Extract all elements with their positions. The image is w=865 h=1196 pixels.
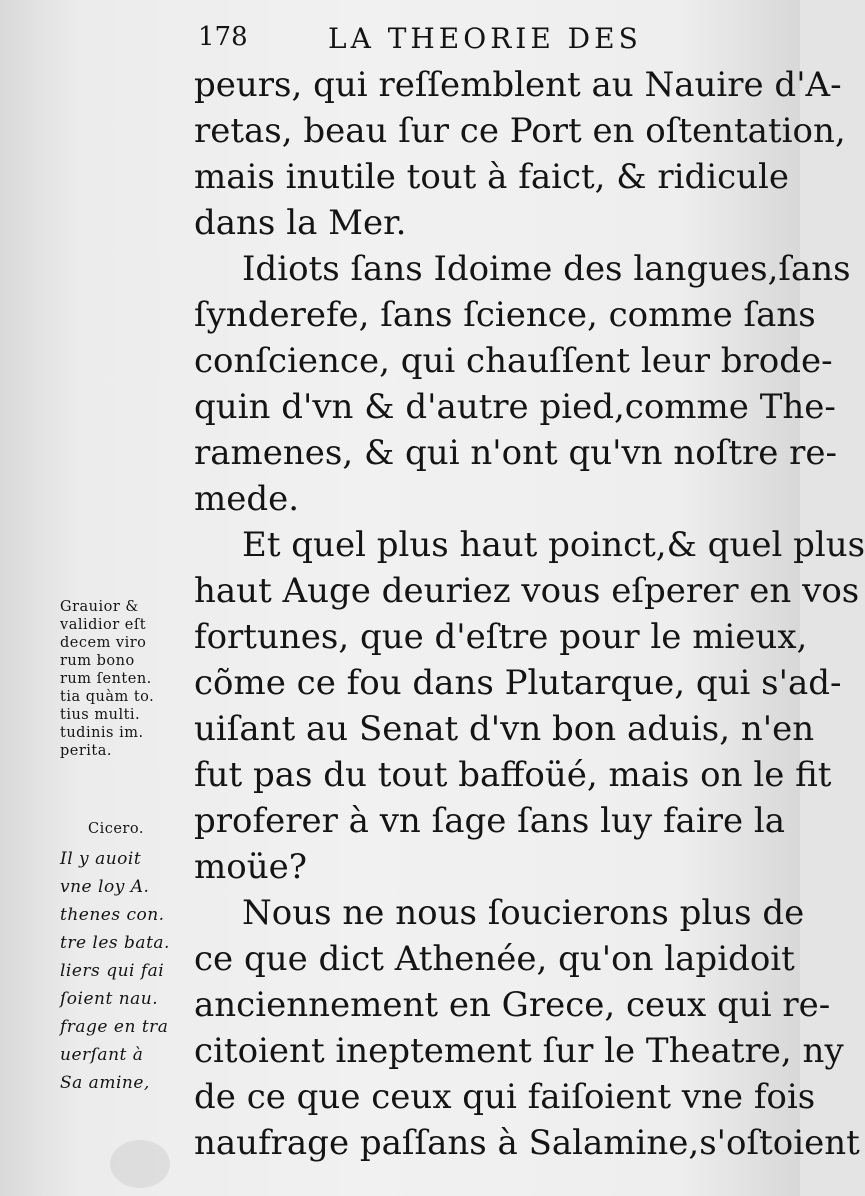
text-line: Idiots ſans Idoime des langues,ſans: [242, 249, 851, 289]
margin-note-french: [60, 845, 188, 1097]
text-line: dans la Mer.: [194, 203, 407, 243]
margin-line: tudinis im.: [60, 725, 144, 741]
text-line: ramenes, & qui n'ont qu'vn noſtre re-: [194, 433, 838, 473]
text-line: fut pas du tout baffoüé, mais on le fit: [194, 755, 832, 795]
text-line: mais inutile tout à faict, & ridicule: [194, 157, 790, 197]
text-line: anciennement en Grece, ceux qui re-: [194, 985, 831, 1025]
margin-line: perita.: [60, 743, 113, 759]
text-line: cõme ce fou dans Plutarque, qui s'ad-: [194, 663, 842, 703]
text-line: citoient ineptement ſur le Theatre, ny: [194, 1031, 844, 1071]
text-line: mede.: [194, 479, 300, 519]
margin-line: tius multi.: [60, 707, 141, 723]
page-header: [198, 20, 642, 64]
page-stain: [110, 1140, 170, 1188]
text-line: fortunes, que d'eſtre pour le mieux,: [194, 617, 808, 657]
margin-line: ſoient nau.: [60, 989, 159, 1009]
text-line: naufrage paſſans à Salamine,s'oſtoient: [194, 1123, 860, 1163]
text-line: Et quel plus haut poinct,& quel plus: [242, 525, 865, 565]
margin-line: frage en tra: [60, 1017, 169, 1037]
margin-line: Sa amine,: [60, 1073, 150, 1093]
text-line: Nous ne nous ſoucierons plus de: [242, 893, 805, 933]
citation-cicero: Cicero.: [88, 821, 144, 837]
margin-line: validior eſt: [60, 617, 147, 633]
text-line: uiſant au Senat d'vn bon aduis, n'en: [194, 709, 815, 749]
text-line: retas, beau ſur ce Port en oſtentation,: [194, 111, 846, 151]
text-line: haut Auge deuriez vous eſperer en vos: [194, 571, 860, 611]
margin-line: uerſant à: [60, 1045, 144, 1065]
margin-note-latin: [60, 598, 188, 760]
margin-line: decem viro: [60, 635, 147, 651]
margin-line: tre les bata.: [60, 933, 170, 953]
running-title: LA THEORIE DES: [328, 22, 642, 55]
text-line: ce que dict Athenée, qu'on lapidoit: [194, 939, 795, 979]
margin-line: liers qui fai: [60, 961, 165, 981]
margin-line: vne loy A.: [60, 877, 150, 897]
margin-citation: [60, 820, 188, 838]
main-text-block: [194, 62, 865, 1166]
text-line: quin d'vn & d'autre pied,comme The-: [194, 387, 836, 427]
text-line: ſynderefe, ſans ſcience, comme ſans: [194, 295, 816, 335]
margin-line: Grauior &: [60, 599, 139, 615]
page-number: 178: [198, 22, 248, 52]
text-line: moüe?: [194, 847, 307, 887]
text-line: de ce que ceux qui faiſoient vne fois: [194, 1077, 816, 1117]
margin-line: Il y auoit: [60, 849, 142, 869]
margin-line: rum bono: [60, 653, 135, 669]
margin-line: tia quàm to.: [60, 689, 155, 705]
margin-line: thenes con.: [60, 905, 165, 925]
text-line: peurs, qui reſſemblent au Nauire d'A-: [194, 65, 842, 105]
text-line: proferer à vn ſage ſans luy faire la: [194, 801, 786, 841]
margin-line: rum ſenten.: [60, 671, 152, 687]
text-line: conſcience, qui chauſſent leur brode-: [194, 341, 833, 381]
